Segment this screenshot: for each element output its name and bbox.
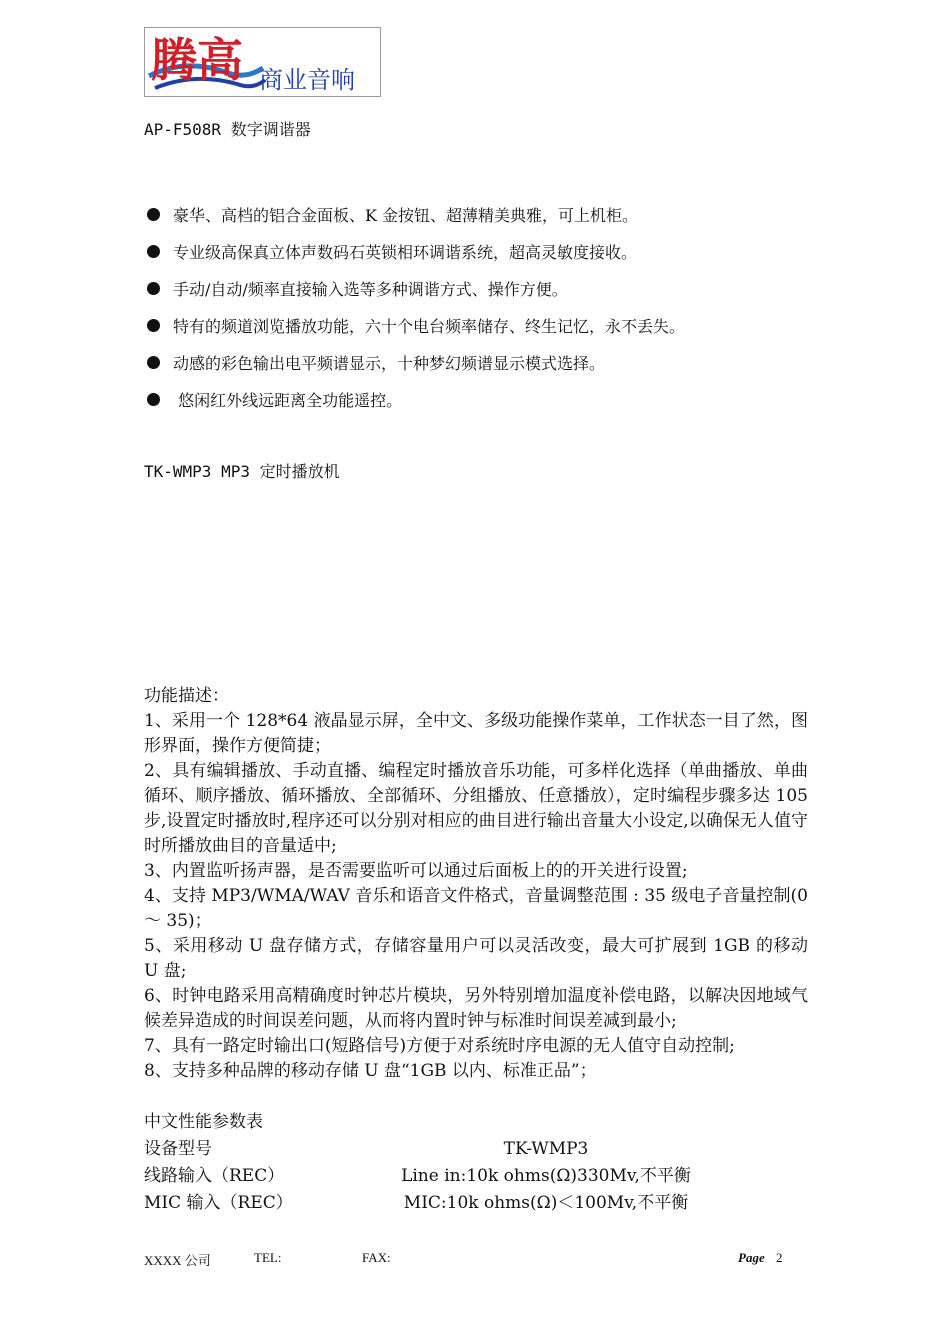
bullet-icon <box>147 356 160 369</box>
bullet-icon <box>147 282 160 295</box>
product2-title: TK-WMP3 MP3 定时播放机 <box>144 462 340 481</box>
feature-text: 悠闲红外线远距离全功能遥控。 <box>173 391 403 410</box>
description-item: 2、具有编辑播放、手动直播、编程定时播放音乐功能，可多样化选择（单曲播放、单曲循环、顺序播放、循环播放、全部循环、分组播放、任意播放），定时编程步骤多达 105 步,设置定时播放时,程序还可以分别对相应的曲目进行输出音量大小设定,以确保无人值守时所播放曲目的音量适中; <box>144 761 808 856</box>
feature-text: 豪华、高档的铝合金面板、K 金按钮、超薄精美典雅，可上机柜。 <box>173 206 639 225</box>
list-item <box>144 344 685 381</box>
product2-description <box>144 684 808 1084</box>
bullet-icon <box>147 208 160 221</box>
list-item <box>144 196 685 233</box>
feature-text: 动感的彩色输出电平频谱显示，十种梦幻频谱显示模式选择。 <box>173 354 606 373</box>
param-label: 设备型号 <box>144 1139 212 1159</box>
param-value: MIC:10k ohms(Ω)＜100Mv,不平衡 <box>403 1193 689 1213</box>
product1-feature-list <box>144 196 685 418</box>
param-table <box>144 1109 808 1217</box>
param-label: 线路输入（REC） <box>144 1166 285 1186</box>
page-number: 2 <box>776 1250 783 1265</box>
footer-tel: TEL: <box>254 1250 282 1265</box>
bullet-icon <box>147 393 160 406</box>
list-item <box>144 233 685 270</box>
feature-text: 专业级高保真立体声数码石英锁相环调谐系统，超高灵敏度接收。 <box>173 243 638 262</box>
description-heading: 功能描述： <box>144 686 229 706</box>
description-item: 8、支持多种品牌的移动存储 U 盘“1GB 以内、标准正品”； <box>144 1061 597 1081</box>
table-row <box>144 1163 808 1190</box>
description-item: 1、采用一个 128*64 液晶显示屏，全中文、多级功能操作菜单，工作状态一目了然，图形界面，操作方便简捷； <box>144 711 808 756</box>
description-item: 5、采用移动 U 盘存储方式，存储容量用户可以灵活改变，最大可扩展到 1GB 的移动 U 盘; <box>144 936 808 981</box>
list-item <box>144 270 685 307</box>
table-row <box>144 1190 808 1217</box>
list-item <box>144 307 685 344</box>
param-label: MIC 输入（REC） <box>144 1193 293 1213</box>
logo-mark: 腾高 <box>151 33 243 87</box>
page-label: Page <box>738 1250 765 1265</box>
table-row <box>144 1136 808 1163</box>
list-item <box>144 381 685 418</box>
bullet-icon <box>147 319 160 332</box>
company-logo <box>144 27 381 97</box>
page-footer <box>144 1250 789 1268</box>
param-value: TK-WMP3 <box>503 1139 589 1159</box>
description-item: 7、具有一路定时输出口(短路信号)方便于对系统时序电源的无人值守自动控制; <box>144 1036 735 1056</box>
bullet-icon <box>147 245 160 258</box>
description-item: 6、时钟电路采用高精确度时钟芯片模块，另外特别增加温度补偿电路，以解决因地域气候差异造成的时间误差问题，从而将内置时钟与标准时间误差减到最小; <box>144 986 808 1031</box>
product1-title: AP-F508R 数字调谐器 <box>144 120 311 139</box>
logo-graphic <box>145 28 380 96</box>
param-table-heading: 中文性能参数表 <box>144 1112 263 1132</box>
description-item: 4、支持 MP3/WMA/WAV 音乐和语音文件格式，音量调整范围 : 35 级电子音量控制(0 ～ 35)； <box>144 886 808 931</box>
description-item: 3、内置监听扬声器，是否需要监听可以通过后面板上的的开关进行设置; <box>144 861 688 881</box>
param-value: Line in:10k ohms(Ω)330Mv,不平衡 <box>401 1166 691 1186</box>
footer-fax: FAX: <box>362 1250 391 1265</box>
footer-company: XXXX 公司 <box>144 1253 211 1268</box>
logo-subtitle: 商业音响 <box>259 66 355 94</box>
feature-text: 特有的频道浏览播放功能，六十个电台频率储存、终生记忆，永不丢失。 <box>173 317 686 336</box>
feature-text: 手动/自动/频率直接输入选等多种调谐方式、操作方便。 <box>173 280 568 299</box>
